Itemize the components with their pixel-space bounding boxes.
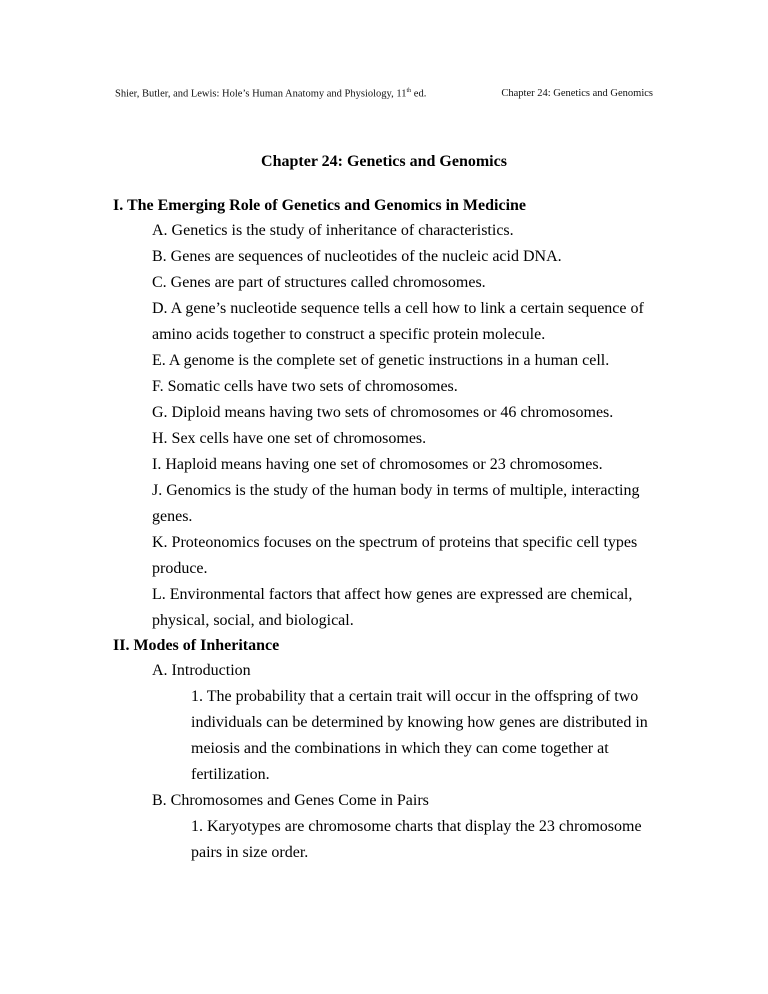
subsection-label <box>113 658 673 684</box>
item-line: J. Genomics is the study of the human body in terms of multiple, interacting <box>152 482 640 499</box>
item-line: C. Genes are part of structures called chromosomes. <box>152 274 486 291</box>
item-line: amino acids together to construct a specific protein molecule. <box>152 326 546 343</box>
item-line: pairs in size order. <box>191 844 309 861</box>
item-line: individuals can be determined by knowing how genes are distributed in <box>191 714 648 731</box>
item-line: B. Chromosomes and Genes Come in Pairs <box>152 792 429 809</box>
item-line: 1. Karyotypes are chromosome charts that display the 23 chromosome <box>191 818 642 835</box>
outline-content <box>113 194 673 866</box>
item-line: A. Genetics is the study of inheritance of characteristics. <box>152 222 514 239</box>
item-line: H. Sex cells have one set of chromosomes. <box>152 430 427 447</box>
item-line: G. Diploid means having two sets of chromosomes or 46 chromosomes. <box>152 404 614 421</box>
item-line: 1. The probability that a certain trait will occur in the offspring of two <box>191 688 639 705</box>
running-header <box>115 88 653 100</box>
outline-item <box>113 348 673 374</box>
outline-item <box>113 684 673 788</box>
header-citation-text: Shier, Butler, and Lewis: Hole’s Human Anatomy and Physiology, 11 <box>115 88 407 100</box>
outline-item <box>113 244 673 270</box>
outline-item <box>113 218 673 244</box>
outline-item <box>113 478 673 530</box>
item-line: L. Environmental factors that affect how genes are expressed are chemical, <box>152 586 633 603</box>
outline-item <box>113 814 673 866</box>
outline-item <box>113 582 673 634</box>
outline-item <box>113 400 673 426</box>
item-line: A. Introduction <box>152 662 251 679</box>
item-line: produce. <box>152 560 208 577</box>
item-line: K. Proteonomics focuses on the spectrum of proteins that specific cell types <box>152 534 638 551</box>
header-edition-suffix: ed. <box>411 88 427 100</box>
outline-item <box>113 270 673 296</box>
item-line: D. A gene’s nucleotide sequence tells a cell how to link a certain sequence of <box>152 300 644 317</box>
header-chapter: Chapter 24: Genetics and Genomics <box>501 88 653 99</box>
item-line: meiosis and the combinations in which they can come together at <box>191 740 609 757</box>
item-line: genes. <box>152 508 193 525</box>
header-edition-sup: th <box>406 88 412 94</box>
section-heading-2: II. Modes of Inheritance <box>113 637 280 654</box>
header-book-citation <box>115 88 426 100</box>
outline-item <box>113 530 673 582</box>
item-line: physical, social, and biological. <box>152 612 354 629</box>
item-line: B. Genes are sequences of nucleotides of the nucleic acid DNA. <box>152 248 562 265</box>
subsection-label <box>113 788 673 814</box>
item-line: E. A genome is the complete set of genetic instructions in a human cell. <box>152 352 610 369</box>
outline-item <box>113 426 673 452</box>
outline-item <box>113 452 673 478</box>
item-line: I. Haploid means having one set of chromosomes or 23 chromosomes. <box>152 456 603 473</box>
outline-item <box>113 374 673 400</box>
item-line: F. Somatic cells have two sets of chromosomes. <box>152 378 458 395</box>
section-heading-1: I. The Emerging Role of Genetics and Genomics in Medicine <box>113 197 527 214</box>
chapter-title: Chapter 24: Genetics and Genomics <box>261 153 507 170</box>
outline-item <box>113 296 673 348</box>
item-line: fertilization. <box>191 766 270 783</box>
